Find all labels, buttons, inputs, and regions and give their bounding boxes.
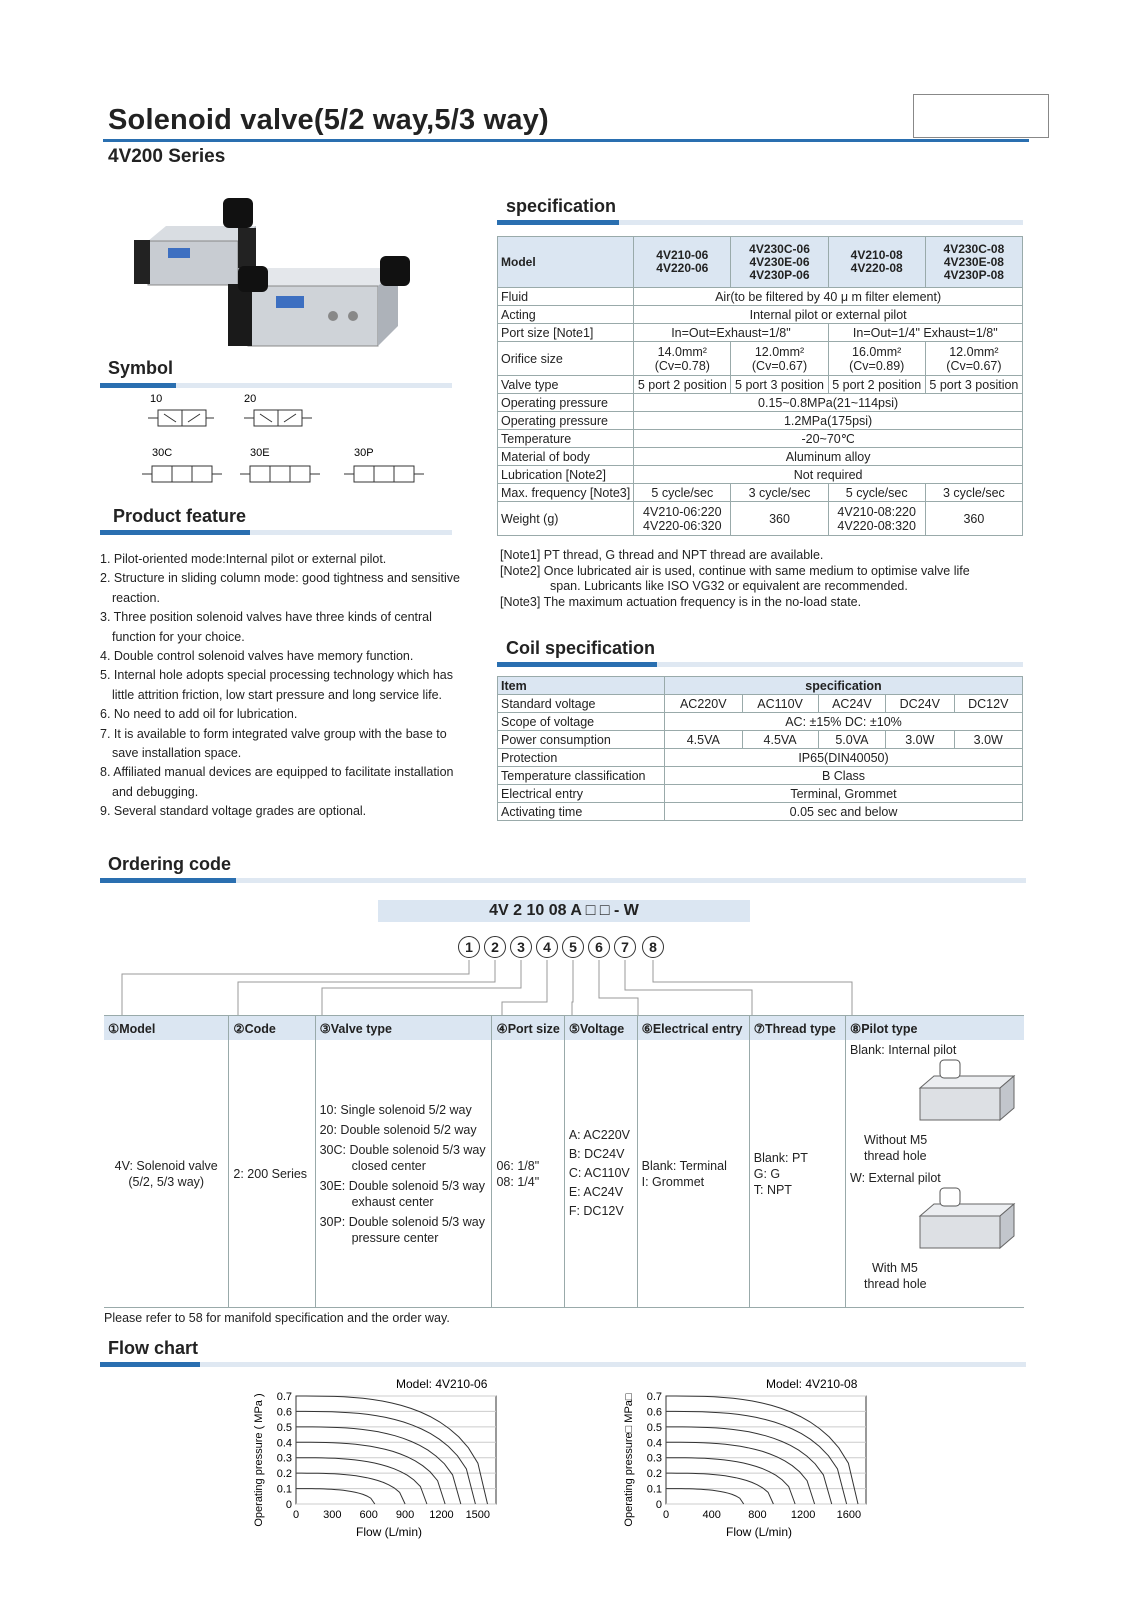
symbol-section-title: Symbol (108, 358, 174, 378)
circle-1: 1 (458, 936, 480, 958)
ordering-body-row (104, 1040, 1024, 1308)
x-tick-label: 0 (662, 1509, 670, 1521)
ordering-valve-types: 10: Single solenoid 5/2 way 20: Double solenoid 5/2 way 30C: Double solenoid 5/3 way closed center 30E: Double solenoid 5/3 way exhaust center 30P: Double solenoid 5/3 way pressure center (315, 1040, 492, 1308)
ordering-model: 4V: Solenoid valve (5/2, 5/3 way) (104, 1040, 229, 1308)
spec-header-row (498, 237, 1023, 288)
y-tick-label: 0.3 (276, 1452, 292, 1465)
spec-row-op-pressure: Operating pressure 0.15~0.8MPa(21~114psi) (498, 394, 1023, 412)
note-3: [Note3] The maximum actuation frequency is in the no-load state. (500, 594, 862, 609)
spec-row-fluid: Fluid Air(to be filtered by 40 μ m filter element) (498, 288, 1023, 306)
coil-row-activating: Activating time 0.05 sec and below (498, 803, 1023, 821)
spec-notes (500, 548, 1020, 610)
spec-model-col4: 4V230C-08 4V230E-08 4V230P-08 (925, 237, 1022, 288)
y-tick-label: 0.7 (646, 1391, 662, 1403)
coil-header-row: Item specification (498, 677, 1023, 695)
y-tick-label: 0.2 (276, 1468, 292, 1481)
series-line-0.7 (296, 1396, 488, 1504)
x-axis-label: Flow (L/min) (356, 1525, 423, 1539)
spec-row-port: Port size [Note1] In=Out=Exhaust=1/8" In=Out=1/4" Exhaust=1/8" (498, 324, 1023, 342)
chart-title: Model: 4V210-06 (396, 1377, 488, 1391)
x-tick-label: 600 (359, 1509, 378, 1521)
spec-model-col2: 4V230C-06 4V230E-06 4V230P-06 (731, 237, 828, 288)
spec-section-rule (497, 220, 1023, 225)
feature-item: 1. Pilot-oriented mode:Internal pilot or external pilot. (100, 552, 387, 566)
y-axis-label: Operating pressure ( MPa ) (253, 1393, 265, 1527)
flow-section-title: Flow chart (108, 1338, 199, 1358)
corner-box (913, 94, 1049, 138)
series-line-0.5 (666, 1427, 832, 1504)
feature-section-rule (100, 530, 452, 535)
y-tick-label: 0.1 (646, 1483, 662, 1496)
y-tick-label: 0.6 (276, 1406, 292, 1419)
circle-8: 8 (642, 936, 664, 958)
coil-row-std-voltage: Standard voltage AC220V AC110V AC24V DC24V DC12V (498, 695, 1023, 713)
y-tick-label: 0.6 (646, 1406, 662, 1419)
symbol-10 (148, 410, 214, 426)
y-tick-label: 0 (285, 1499, 292, 1511)
circle-7: 7 (614, 936, 636, 958)
series-line-0.3 (666, 1458, 795, 1504)
spec-row-orifice: Orifice size 14.0mm² (Cv=0.78) 12.0mm² (Cv=0.67) 16.0mm² (Cv=0.89) 12.0mm² (Cv=0.67) (498, 342, 1023, 376)
spec-row-lubrication: Lubrication [Note2] Not required (498, 466, 1023, 484)
feature-item: 7. It is available to form integrated valve group with the base to save installation space. (100, 726, 447, 761)
circle-6: 6 (588, 936, 610, 958)
coil-row-entry: Electrical entry Terminal, Grommet (498, 785, 1023, 803)
ordering-entries: Blank: Terminal I: Grommet (637, 1040, 749, 1308)
manifold-reference-note: Please refer to 58 for manifold specification and the order way. (104, 1311, 450, 1325)
x-tick-label: 300 (323, 1509, 342, 1521)
circle-3: 3 (510, 936, 532, 958)
ordering-port-sizes: 06: 1/8" 08: 1/4" (492, 1040, 564, 1308)
series-subtitle: 4V200 Series (108, 146, 226, 167)
feature-item: 3. Three position solenoid valves have three kinds of central function for your choice. (100, 610, 432, 644)
symbol-20 (244, 410, 312, 426)
symbol-30e-label: 30E (250, 447, 270, 459)
symbol-30p (344, 466, 424, 482)
spec-row-acting: Acting Internal pilot or external pilot (498, 306, 1023, 324)
symbol-30p-label: 30P (354, 447, 374, 459)
series-line-0.3 (296, 1458, 427, 1504)
x-tick-label: 1200 (790, 1509, 816, 1521)
x-tick-label: 1600 (836, 1509, 862, 1521)
feature-item: 9. Several standard voltage grades are optional. (100, 804, 367, 819)
ordering-code-example: 4V 2 10 08 A □ □ - W (378, 900, 750, 922)
pilot-valve-external-illustration (910, 1186, 1020, 1256)
y-tick-label: 0.5 (276, 1421, 292, 1434)
spec-model-col3: 4V210-08 4V220-08 (828, 237, 925, 288)
spec-model-label: Model (498, 237, 634, 288)
ordering-section-title: Ordering code (108, 854, 232, 874)
spec-model-col1: 4V210-06 4V220-06 (634, 237, 731, 288)
page-title: Solenoid valve(5/2 way,5/3 way) (108, 104, 549, 136)
spec-row-material: Material of body Aluminum alloy (498, 448, 1023, 466)
symbol-20-label: 20 (244, 393, 257, 405)
coil-section-rule (497, 662, 1023, 667)
feature-item: 8. Affiliated manual devices are equipped to facilitate installation and debugging. (100, 765, 454, 799)
coil-row-scope: Scope of voltage AC: ±15% DC: ±10% (498, 713, 1023, 731)
valve-large-illustration (228, 256, 410, 346)
ordering-threads: Blank: PT G: G T: NPT (749, 1040, 845, 1308)
x-tick-label: 900 (395, 1509, 415, 1521)
title-rule (103, 139, 1029, 142)
flow-chart-4v210-08 (620, 1376, 920, 1544)
x-tick-label: 1500 (465, 1509, 491, 1521)
series-line-0.1 (666, 1489, 744, 1504)
ordering-code-val: 2: 200 Series (229, 1040, 315, 1308)
spec-row-op-pressure-2: Operating pressure 1.2MPa(175psi) (498, 412, 1023, 430)
feature-item: 6. No need to add oil for lubrication. (100, 707, 298, 722)
coil-row-power: Power consumption 4.5VA 4.5VA 5.0VA 3.0W 3.0W (498, 731, 1023, 749)
spec-row-weight: Weight (g) 4V210-06:220 4V220-06:320 360 4V210-08:220 4V220-08:320 360 (498, 502, 1023, 536)
valve-symbols (140, 392, 440, 502)
y-tick-label: 0.4 (646, 1437, 662, 1450)
y-tick-label: 0.5 (646, 1421, 662, 1434)
spec-row-valve-type: Valve type 5 port 2 position 5 port 3 position 5 port 2 position 5 port 3 position (498, 376, 1023, 394)
series-line-0.5 (296, 1427, 461, 1504)
spec-row-frequency: Max. frequency [Note3] 5 cycle/sec 3 cycle/sec 5 cycle/sec 3 cycle/sec (498, 484, 1023, 502)
plot-frame (296, 1396, 496, 1504)
circle-5: 5 (562, 936, 584, 958)
ordering-connector-lines (100, 960, 1026, 1018)
spec-section-title: specification (506, 196, 617, 216)
symbol-30e (240, 466, 320, 482)
y-tick-label: 0.3 (646, 1452, 662, 1465)
note-2-cont: span. Lubricants like ISO VG32 or equivalent are recommended. (550, 579, 908, 593)
feature-item: 4. Double control solenoid valves have memory function. (100, 649, 414, 664)
pilot-valve-internal-illustration (910, 1058, 1020, 1128)
y-tick-label: 0.2 (646, 1468, 662, 1481)
y-tick-label: 0 (655, 1499, 662, 1511)
symbol-section-rule (100, 383, 452, 388)
y-tick-label: 0.4 (276, 1437, 292, 1450)
symbol-30c (142, 466, 222, 482)
ordering-header-row: ①Model ②Code ③Valve type ④Port size ⑤Voltage ⑥Electrical entry ⑦Thread type ⑧Pilot type (104, 1016, 1024, 1041)
x-tick-label: 400 (702, 1509, 721, 1521)
series-line-0.1 (296, 1489, 375, 1504)
symbol-10-label: 10 (150, 393, 163, 405)
plot-frame (666, 1396, 866, 1504)
feature-item: 5. Internal hole adopts special processing technology which has little attrition friction, low start pressure and long service life. (100, 668, 453, 702)
coil-row-temp-class: Temperature classification B Class (498, 767, 1023, 785)
coil-section-title: Coil specification (506, 638, 656, 658)
valve-small-illustration (134, 198, 256, 285)
x-tick-label: 0 (292, 1509, 300, 1521)
y-axis-label: Operating pressure□ MPa□ (623, 1393, 635, 1527)
coil-row-protection: Protection IP65(DIN40050) (498, 749, 1023, 767)
spec-table (497, 236, 1023, 536)
y-tick-label: 0.7 (276, 1391, 292, 1403)
spec-row-temperature: Temperature -20~70℃ (498, 430, 1023, 448)
x-tick-label: 800 (748, 1509, 767, 1521)
feature-item: 2. Structure in sliding column mode: good tightness and sensitive reaction. (100, 571, 460, 605)
chart-title: Model: 4V210-08 (766, 1377, 858, 1391)
product-image (128, 196, 458, 376)
note-1: [Note1] PT thread, G thread and NPT thread are available. (500, 548, 824, 562)
circle-4: 4 (536, 936, 558, 958)
ordering-table (104, 1015, 1024, 1308)
flow-section-rule (100, 1362, 1026, 1367)
x-tick-label: 1200 (429, 1509, 454, 1521)
x-axis-label: Flow (L/min) (726, 1525, 793, 1539)
ordering-voltages: A: AC220V B: DC24V C: AC110V E: AC24V F: DC12V (564, 1040, 637, 1308)
feature-list (100, 550, 470, 822)
circle-2: 2 (484, 936, 506, 958)
y-tick-label: 0.1 (276, 1483, 292, 1496)
feature-section-title: Product feature (113, 506, 247, 526)
note-2: [Note2] Once lubricated air is used, continue with same medium to optimise valve life (500, 563, 970, 578)
symbol-30c-label: 30C (152, 447, 173, 459)
ordering-section-rule (100, 878, 1026, 883)
coil-table (497, 676, 1023, 821)
flow-chart-4v210-06 (250, 1376, 550, 1544)
ordering-pilot: Blank: Internal pilot Without M5 thread hole W: External pilot With M5 thread hole (846, 1040, 1025, 1308)
